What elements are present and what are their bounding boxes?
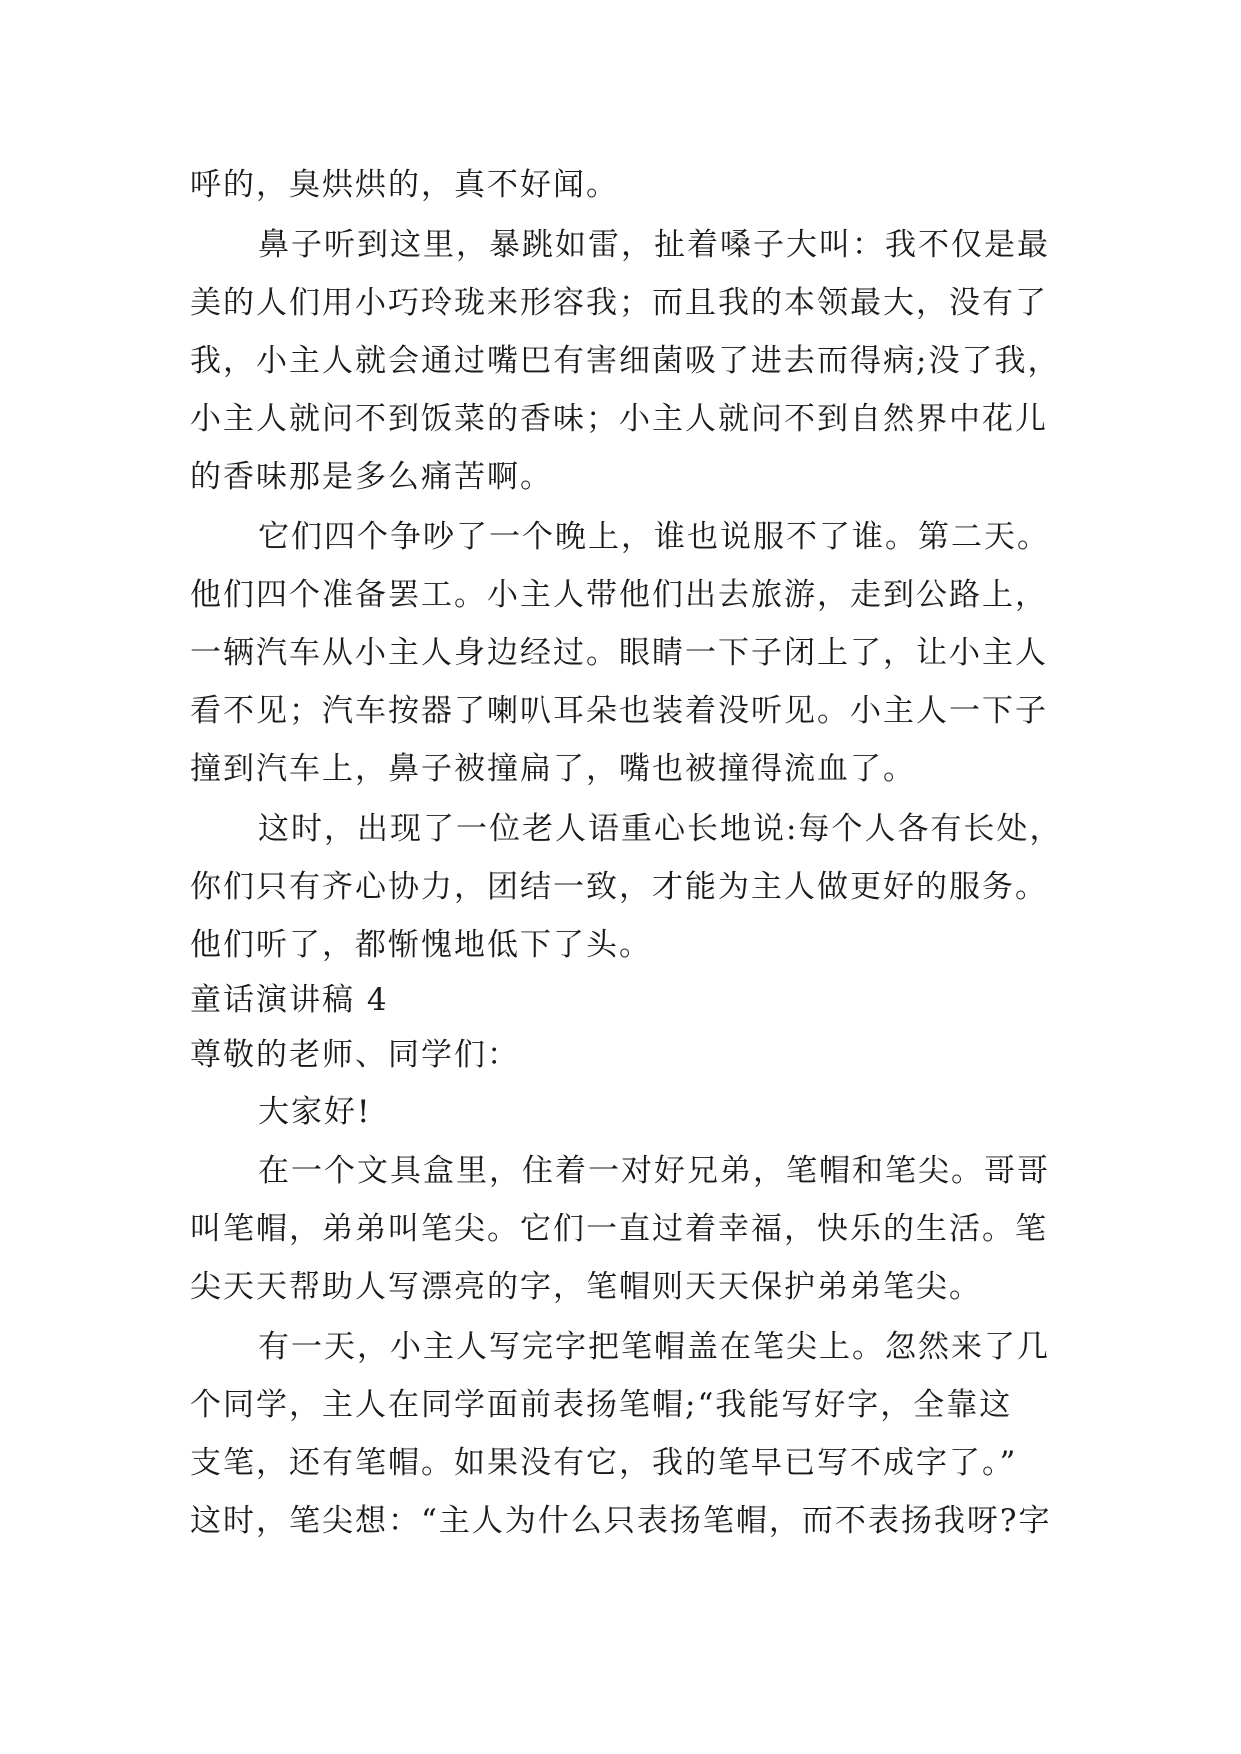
text-line: 叫笔帽，弟弟叫笔尖。它们一直过着幸福，快乐的生活。笔 <box>190 1211 1048 1247</box>
text-line: 一辆汽车从小主人身边经过。眼睛一下子闭上了，让小主人 <box>190 635 1048 671</box>
text-line: 我，小主人就会通过嘴巴有害细菌吸了进去而得病;没了我， <box>190 343 1061 379</box>
text-line: 撞到汽车上，鼻子被撞扁了，嘴也被撞得流血了。 <box>190 751 916 787</box>
text-line: 在一个文具盒里，住着一对好兄弟，笔帽和笔尖。哥哥 <box>258 1153 1050 1189</box>
text-line: 这时，出现了一位老人语重心长地说:每个人各有长处， <box>258 811 1063 847</box>
text-line: 小主人就问不到饭菜的香味；小主人就问不到自然界中花儿 <box>190 401 1048 437</box>
text-line: 的香味那是多么痛苦啊。 <box>190 459 553 495</box>
text-line: 美的人们用小巧玲珑来形容我；而且我的本领最大，没有了 <box>190 285 1048 321</box>
section-title: 童话演讲稿 4 <box>190 982 389 1018</box>
text-line: 鼻子听到这里，暴跳如雷，扯着嗓子大叫：我不仅是最 <box>258 227 1050 263</box>
text-line: 这时，笔尖想：“主人为什么只表扬笔帽，而不表扬我呀?字 <box>190 1503 1052 1539</box>
text-line: 它们四个争吵了一个晚上，谁也说服不了谁。第二天。 <box>258 519 1050 555</box>
text-line: 个同学，主人在同学面前表扬笔帽;“我能写好字，全靠这 <box>190 1387 1013 1423</box>
text-line: 呼的，臭烘烘的，真不好闻。 <box>190 167 619 203</box>
text-line: 看不见；汽车按器了喇叭耳朵也装着没听见。小主人一下子 <box>190 693 1048 729</box>
salutation: 尊敬的老师、同学们： <box>190 1037 520 1073</box>
text-line: 尖天天帮助人写漂亮的字，笔帽则天天保护弟弟笔尖。 <box>190 1269 982 1305</box>
text-line: 他们四个准备罢工。小主人带他们出去旅游，走到公路上， <box>190 577 1048 613</box>
text-line: 有一天，小主人写完字把笔帽盖在笔尖上。忽然来了几 <box>258 1329 1050 1365</box>
greeting: 大家好! <box>258 1094 372 1130</box>
text-line: 他们听了，都惭愧地低下了头。 <box>190 927 652 963</box>
text-line: 你们只有齐心协力，团结一致，才能为主人做更好的服务。 <box>190 869 1048 905</box>
text-line: 支笔，还有笔帽。如果没有它，我的笔早已写不成字了。” <box>190 1445 1018 1481</box>
